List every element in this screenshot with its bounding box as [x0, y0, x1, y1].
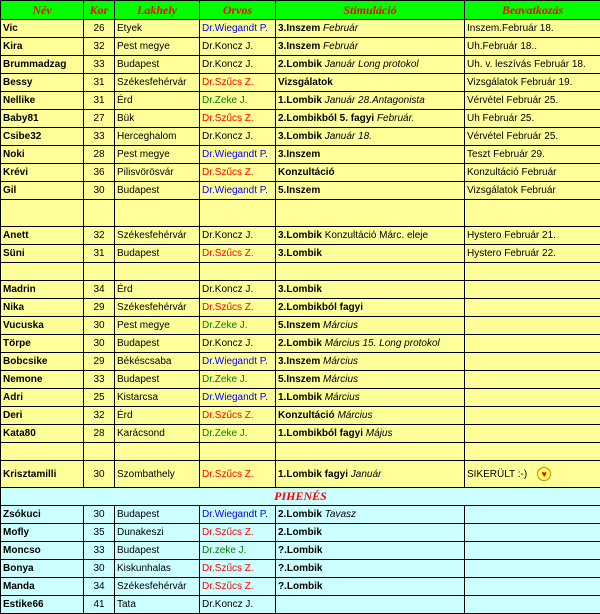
empty-row	[1, 200, 600, 227]
cell-city[interactable]: Budapest	[115, 245, 200, 263]
stimulation-note: Február	[323, 23, 358, 34]
cell-city[interactable]: Pilisvörösvár	[115, 164, 200, 182]
cell-procedure[interactable]	[465, 389, 600, 407]
procedure-text: Vérvétel Február 25.	[467, 95, 558, 106]
cell-stimulation[interactable]	[276, 182, 465, 200]
empty-cell[interactable]	[115, 263, 200, 281]
cell-age[interactable]: 30	[84, 335, 115, 353]
header-age: Kor	[84, 1, 115, 20]
cell-name[interactable]: Krisztamilli	[1, 461, 84, 488]
cell-procedure[interactable]	[465, 227, 600, 245]
stimulation-note: Február.	[377, 113, 414, 124]
cell-doctor[interactable]: Dr.Szűcs Z.	[200, 578, 276, 596]
cell-city[interactable]: Szombathely	[115, 461, 200, 488]
stimulation-note: Március	[323, 356, 358, 367]
empty-cell[interactable]	[84, 200, 115, 227]
cell-age[interactable]: 30	[84, 182, 115, 200]
cell-procedure[interactable]	[465, 461, 600, 488]
stimulation-main: 2.Lombikból fagyi	[278, 302, 363, 313]
cell-age[interactable]: 33	[84, 56, 115, 74]
cell-stimulation[interactable]	[276, 389, 465, 407]
cell-procedure[interactable]	[465, 299, 600, 317]
stimulation-main: 3.Inszem	[278, 41, 320, 52]
stimulation-note: Március	[323, 320, 358, 331]
cell-name[interactable]: Gil	[1, 182, 84, 200]
cell-procedure[interactable]	[465, 596, 600, 614]
stimulation-main: 3.Lombik	[278, 284, 322, 295]
procedure-text: SIKERÜLT :-)	[467, 469, 527, 480]
cell-doctor[interactable]: Dr.Szűcs Z.	[200, 524, 276, 542]
cell-age[interactable]: 31	[84, 92, 115, 110]
cell-city[interactable]: Budapest	[115, 335, 200, 353]
table-row	[1, 38, 600, 56]
cell-doctor[interactable]: Dr.Szűcs Z.	[200, 164, 276, 182]
stimulation-main: 5.Inszem	[278, 185, 320, 196]
stimulation-main: Vizsgálatok	[278, 77, 333, 88]
cell-procedure[interactable]	[465, 317, 600, 335]
cell-procedure[interactable]	[465, 164, 600, 182]
cell-age[interactable]: 30	[84, 317, 115, 335]
empty-cell[interactable]	[84, 263, 115, 281]
cell-doctor[interactable]: Dr.Koncz J.	[200, 38, 276, 56]
table-row	[1, 335, 600, 353]
empty-cell[interactable]	[1, 263, 84, 281]
cell-procedure[interactable]	[465, 38, 600, 56]
cell-doctor[interactable]: Dr.Koncz J.	[200, 335, 276, 353]
cell-city[interactable]: Budapest	[115, 542, 200, 560]
cell-name[interactable]: Adri	[1, 389, 84, 407]
cell-stimulation[interactable]	[276, 542, 465, 560]
empty-cell[interactable]	[276, 263, 465, 281]
stimulation-note: Január 28.Antagonista	[325, 95, 425, 106]
cell-city[interactable]: Érd	[115, 281, 200, 299]
cell-doctor[interactable]: Dr.Szűcs Z.	[200, 74, 276, 92]
stimulation-main: 2.Lombikból 5. fagyi	[278, 113, 374, 124]
cell-stimulation[interactable]	[276, 299, 465, 317]
cell-doctor[interactable]: Dr.Wiegandt P.	[200, 389, 276, 407]
cell-procedure[interactable]	[465, 542, 600, 560]
cell-city[interactable]: Érd	[115, 92, 200, 110]
cell-city[interactable]: Tata	[115, 596, 200, 614]
table-row	[1, 299, 600, 317]
cell-stimulation[interactable]	[276, 578, 465, 596]
stimulation-note: Február	[323, 41, 358, 52]
cell-stimulation[interactable]	[276, 281, 465, 299]
table-body	[1, 20, 600, 614]
cell-name[interactable]: Manda	[1, 578, 84, 596]
stimulation-main: 1.Lombik	[278, 95, 322, 106]
cell-age[interactable]: 28	[84, 146, 115, 164]
cell-city[interactable]: Székesfehérvár	[115, 227, 200, 245]
stimulation-main: ?.Lombik	[278, 581, 322, 592]
empty-cell[interactable]	[1, 443, 84, 461]
cell-name[interactable]: Zsókuci	[1, 506, 84, 524]
cell-procedure[interactable]	[465, 182, 600, 200]
cell-procedure[interactable]	[465, 128, 600, 146]
cell-name[interactable]: Baby81	[1, 110, 84, 128]
cell-age[interactable]: 32	[84, 407, 115, 425]
cell-doctor[interactable]: Dr.Wiegandt P.	[200, 182, 276, 200]
stimulation-note: Március	[337, 410, 372, 421]
cell-age[interactable]: 31	[84, 245, 115, 263]
rest-section-title: PIHENÉS	[1, 488, 600, 506]
empty-row	[1, 443, 600, 461]
cell-stimulation[interactable]	[276, 74, 465, 92]
cell-procedure[interactable]	[465, 245, 600, 263]
cell-age[interactable]: 36	[84, 164, 115, 182]
cell-doctor[interactable]: Dr.Koncz J.	[200, 128, 276, 146]
stimulation-main: 1.Lombikból fagyi	[278, 428, 363, 439]
cell-stimulation[interactable]	[276, 128, 465, 146]
cell-name[interactable]: Vic	[1, 20, 84, 38]
cell-doctor[interactable]: Dr.Szűcs Z.	[200, 299, 276, 317]
header-name: Név	[1, 1, 84, 20]
cell-age[interactable]: 34	[84, 578, 115, 596]
cell-city[interactable]: Székesfehérvár	[115, 299, 200, 317]
cell-stimulation[interactable]	[276, 38, 465, 56]
empty-row	[1, 263, 600, 281]
table-row	[1, 92, 600, 110]
cell-age[interactable]: 33	[84, 128, 115, 146]
cell-city[interactable]: Herceghalom	[115, 128, 200, 146]
empty-cell[interactable]	[276, 200, 465, 227]
cell-procedure[interactable]	[465, 560, 600, 578]
cell-city[interactable]: Pest megye	[115, 38, 200, 56]
cell-city[interactable]: Székesfehérvár	[115, 74, 200, 92]
cell-age[interactable]: 25	[84, 389, 115, 407]
cell-name[interactable]: Krévi	[1, 164, 84, 182]
cell-name[interactable]: Moncso	[1, 542, 84, 560]
cell-procedure[interactable]	[465, 524, 600, 542]
stimulation-main: 5.Inszem	[278, 320, 320, 331]
stimulation-note: Január Long protokol	[325, 59, 419, 70]
cell-city[interactable]: Budapest	[115, 182, 200, 200]
cell-name[interactable]: Törpe	[1, 335, 84, 353]
table-row	[1, 245, 600, 263]
cell-name[interactable]: Kira	[1, 38, 84, 56]
procedure-text: Vizsgálatok Február	[467, 185, 556, 196]
cell-age[interactable]: 34	[84, 281, 115, 299]
cell-stimulation[interactable]	[276, 92, 465, 110]
empty-cell[interactable]	[115, 200, 200, 227]
cell-stimulation[interactable]	[276, 353, 465, 371]
cell-name[interactable]: Noki	[1, 146, 84, 164]
table-row	[1, 596, 600, 614]
empty-cell[interactable]	[200, 443, 276, 461]
header-procedure: Beavatkozás	[465, 1, 600, 20]
table-row	[1, 227, 600, 245]
stimulation-main: ?.Lombik	[278, 545, 322, 556]
cell-name[interactable]: Deri	[1, 407, 84, 425]
cell-name[interactable]: Bessy	[1, 74, 84, 92]
empty-cell[interactable]	[1, 200, 84, 227]
cell-name[interactable]: Kata80	[1, 425, 84, 443]
table-row	[1, 146, 600, 164]
cell-city[interactable]: Budapest	[115, 506, 200, 524]
cell-name[interactable]: Csibe32	[1, 128, 84, 146]
cell-name[interactable]: Anett	[1, 227, 84, 245]
empty-cell[interactable]	[84, 443, 115, 461]
header-doctor: Orvos	[200, 1, 276, 20]
stimulation-note: Január	[351, 469, 382, 480]
stimulation-note: Január 18.	[325, 131, 372, 142]
cell-doctor[interactable]: Dr.zeke J.	[200, 542, 276, 560]
cell-doctor[interactable]: Dr.Zeke J.	[200, 371, 276, 389]
table-row	[1, 542, 600, 560]
table-row	[1, 425, 600, 443]
cell-name[interactable]: Vucuska	[1, 317, 84, 335]
cell-age[interactable]: 29	[84, 353, 115, 371]
cell-stimulation[interactable]	[276, 506, 465, 524]
stimulation-main: 2.Lombik	[278, 527, 322, 538]
cell-name[interactable]: Estike66	[1, 596, 84, 614]
cell-stimulation[interactable]	[276, 596, 465, 614]
cell-procedure[interactable]	[465, 110, 600, 128]
cell-stimulation[interactable]	[276, 524, 465, 542]
cell-stimulation[interactable]	[276, 245, 465, 263]
cell-age[interactable]: 32	[84, 38, 115, 56]
empty-cell[interactable]	[200, 263, 276, 281]
cell-city[interactable]: Karácsond	[115, 425, 200, 443]
cell-age[interactable]: 41	[84, 596, 115, 614]
cell-stimulation[interactable]	[276, 560, 465, 578]
cell-doctor[interactable]: Dr.Wiegandt P.	[200, 146, 276, 164]
procedure-text: Teszt Február 29.	[467, 149, 545, 160]
cell-age[interactable]: 26	[84, 20, 115, 38]
header-city: Lakhely	[115, 1, 200, 20]
table-row	[1, 578, 600, 596]
cell-doctor[interactable]: Dr.Koncz J.	[200, 56, 276, 74]
cell-city[interactable]: Budapest	[115, 371, 200, 389]
cell-stimulation[interactable]	[276, 146, 465, 164]
stimulation-main: 5.Inszem	[278, 374, 320, 385]
cell-doctor[interactable]: Dr.Koncz J.	[200, 596, 276, 614]
stimulation-main: 2.Lombik	[278, 338, 322, 349]
cell-stimulation[interactable]	[276, 317, 465, 335]
cell-doctor[interactable]: Dr.Zeke J.	[200, 92, 276, 110]
cell-procedure[interactable]	[465, 425, 600, 443]
cell-procedure[interactable]	[465, 506, 600, 524]
cell-procedure[interactable]	[465, 146, 600, 164]
stimulation-main: 3.Inszem	[278, 23, 320, 34]
cell-doctor[interactable]: Dr.Zeke J.	[200, 317, 276, 335]
cell-doctor[interactable]: Dr.Wiegandt P.	[200, 20, 276, 38]
table-row	[1, 407, 600, 425]
cell-doctor[interactable]: Dr.Szűcs Z.	[200, 560, 276, 578]
cell-age[interactable]: 30	[84, 461, 115, 488]
cell-stimulation[interactable]	[276, 110, 465, 128]
cell-age[interactable]: 27	[84, 110, 115, 128]
stimulation-note: Március 15. Long protokol	[325, 338, 440, 349]
cell-doctor[interactable]: Dr.Wiegandt P.	[200, 506, 276, 524]
cell-name[interactable]: Nemone	[1, 371, 84, 389]
cell-doctor[interactable]: Dr.Koncz J.	[200, 281, 276, 299]
cell-city[interactable]: Etyek	[115, 20, 200, 38]
header-stimulation: Stimuláció	[276, 1, 465, 20]
cell-stimulation[interactable]	[276, 20, 465, 38]
table-row	[1, 461, 600, 488]
stimulation-main: Konzultáció	[278, 410, 335, 421]
cell-age[interactable]: 28	[84, 425, 115, 443]
cell-doctor[interactable]: Dr.Koncz J.	[200, 227, 276, 245]
cell-procedure[interactable]	[465, 407, 600, 425]
header-row	[1, 1, 600, 20]
cell-doctor[interactable]: Dr.Zeke J.	[200, 425, 276, 443]
cell-age[interactable]: 32	[84, 227, 115, 245]
stimulation-note: Konzultáció Márc. eleje	[325, 230, 428, 241]
procedure-text: Uh Február 25.	[467, 113, 534, 124]
cell-age[interactable]: 33	[84, 542, 115, 560]
cell-city[interactable]: Kistarcsa	[115, 389, 200, 407]
stimulation-main: ?.Lombik	[278, 563, 322, 574]
stimulation-note: Március	[323, 374, 358, 385]
stimulation-main: 1.Lombik	[278, 392, 322, 403]
procedure-text: Hystero Február 22.	[467, 248, 556, 259]
stimulation-main: 2.Lombik	[278, 59, 322, 70]
table-row	[1, 56, 600, 74]
stimulation-main: 3.Inszem	[278, 149, 320, 160]
cell-city[interactable]: Budapest	[115, 56, 200, 74]
stimulation-main: 3.Inszem	[278, 356, 320, 367]
procedure-text: Uh.Február 18..	[467, 41, 537, 52]
stimulation-main: 2.Lombik	[278, 509, 322, 520]
cell-name[interactable]: Brummadzag	[1, 56, 84, 74]
cell-age[interactable]: 33	[84, 371, 115, 389]
procedure-text: Inszem.Február 18.	[467, 23, 554, 34]
cell-procedure[interactable]	[465, 56, 600, 74]
cell-city[interactable]: Pest megye	[115, 146, 200, 164]
table-row	[1, 353, 600, 371]
cell-age[interactable]: 30	[84, 506, 115, 524]
empty-cell[interactable]	[115, 443, 200, 461]
procedure-text: Vérvétel Február 25.	[467, 131, 558, 142]
table-row	[1, 317, 600, 335]
cell-age[interactable]: 29	[84, 299, 115, 317]
stimulation-note: Tavasz	[325, 509, 356, 520]
table-row	[1, 560, 600, 578]
procedure-text: Vizsgálatok Február 19.	[467, 77, 572, 88]
rest-section-row	[1, 488, 600, 506]
cell-procedure[interactable]	[465, 578, 600, 596]
table-row	[1, 128, 600, 146]
cell-city[interactable]: Bük	[115, 110, 200, 128]
cell-doctor[interactable]: Dr.Szűcs Z.	[200, 407, 276, 425]
cell-procedure[interactable]	[465, 353, 600, 371]
table-row	[1, 74, 600, 92]
table-row	[1, 182, 600, 200]
smiley-heart-icon: ♥	[537, 467, 551, 481]
cell-doctor[interactable]: Dr.Szűcs Z.	[200, 110, 276, 128]
stimulation-note: Május	[366, 428, 393, 439]
empty-cell[interactable]	[200, 200, 276, 227]
stimulation-main: 3.Lombik	[278, 131, 322, 142]
cell-stimulation[interactable]	[276, 335, 465, 353]
table-row	[1, 20, 600, 38]
table-row	[1, 281, 600, 299]
empty-cell[interactable]	[465, 200, 600, 227]
cell-stimulation[interactable]	[276, 425, 465, 443]
empty-cell[interactable]	[465, 263, 600, 281]
cell-city[interactable]: Békéscsaba	[115, 353, 200, 371]
cell-doctor[interactable]: Dr.Szűcs Z.	[200, 245, 276, 263]
cell-name[interactable]: Mofly	[1, 524, 84, 542]
table-row	[1, 389, 600, 407]
cell-procedure[interactable]	[465, 74, 600, 92]
stimulation-main: Konzultáció	[278, 167, 335, 178]
cell-name[interactable]: Bobcsike	[1, 353, 84, 371]
cell-city[interactable]: Pest megye	[115, 317, 200, 335]
cell-city[interactable]: Dunakeszi	[115, 524, 200, 542]
cell-age[interactable]: 35	[84, 524, 115, 542]
cell-procedure[interactable]	[465, 20, 600, 38]
stimulation-main: 1.Lombik fagyi	[278, 469, 348, 480]
cell-procedure[interactable]	[465, 371, 600, 389]
table-row	[1, 371, 600, 389]
stimulation-main: 3.Lombik	[278, 248, 322, 259]
procedure-text: Hystero Február 21.	[467, 230, 556, 241]
cell-stimulation[interactable]	[276, 461, 465, 488]
cell-name[interactable]: Bonya	[1, 560, 84, 578]
table-row	[1, 110, 600, 128]
cell-stimulation[interactable]	[276, 56, 465, 74]
table-row	[1, 524, 600, 542]
cell-name[interactable]: Nellike	[1, 92, 84, 110]
cell-stimulation[interactable]	[276, 407, 465, 425]
cell-city[interactable]: Székesfehérvár	[115, 578, 200, 596]
cell-stimulation[interactable]	[276, 164, 465, 182]
cell-procedure[interactable]	[465, 92, 600, 110]
cell-city[interactable]: Érd	[115, 407, 200, 425]
cell-procedure[interactable]	[465, 335, 600, 353]
empty-cell[interactable]	[465, 443, 600, 461]
cell-doctor[interactable]: Dr.Szűcs Z.	[200, 461, 276, 488]
cell-name[interactable]: Nika	[1, 299, 84, 317]
cell-city[interactable]: Kiskunhalas	[115, 560, 200, 578]
cell-age[interactable]: 30	[84, 560, 115, 578]
cell-age[interactable]: 31	[84, 74, 115, 92]
procedure-text: Uh. v. leszívás Február 18.	[467, 59, 586, 70]
cell-stimulation[interactable]	[276, 227, 465, 245]
table-row	[1, 164, 600, 182]
table-row	[1, 506, 600, 524]
stimulation-note: Március	[325, 392, 360, 403]
cell-name[interactable]: Madrin	[1, 281, 84, 299]
cell-stimulation[interactable]	[276, 371, 465, 389]
stimulation-main: 3.Lombik	[278, 230, 322, 241]
cell-doctor[interactable]: Dr.Wiegandt P.	[200, 353, 276, 371]
cell-name[interactable]: Süni	[1, 245, 84, 263]
empty-cell[interactable]	[276, 443, 465, 461]
procedure-text: Konzultáció Február	[467, 167, 557, 178]
cell-procedure[interactable]	[465, 281, 600, 299]
